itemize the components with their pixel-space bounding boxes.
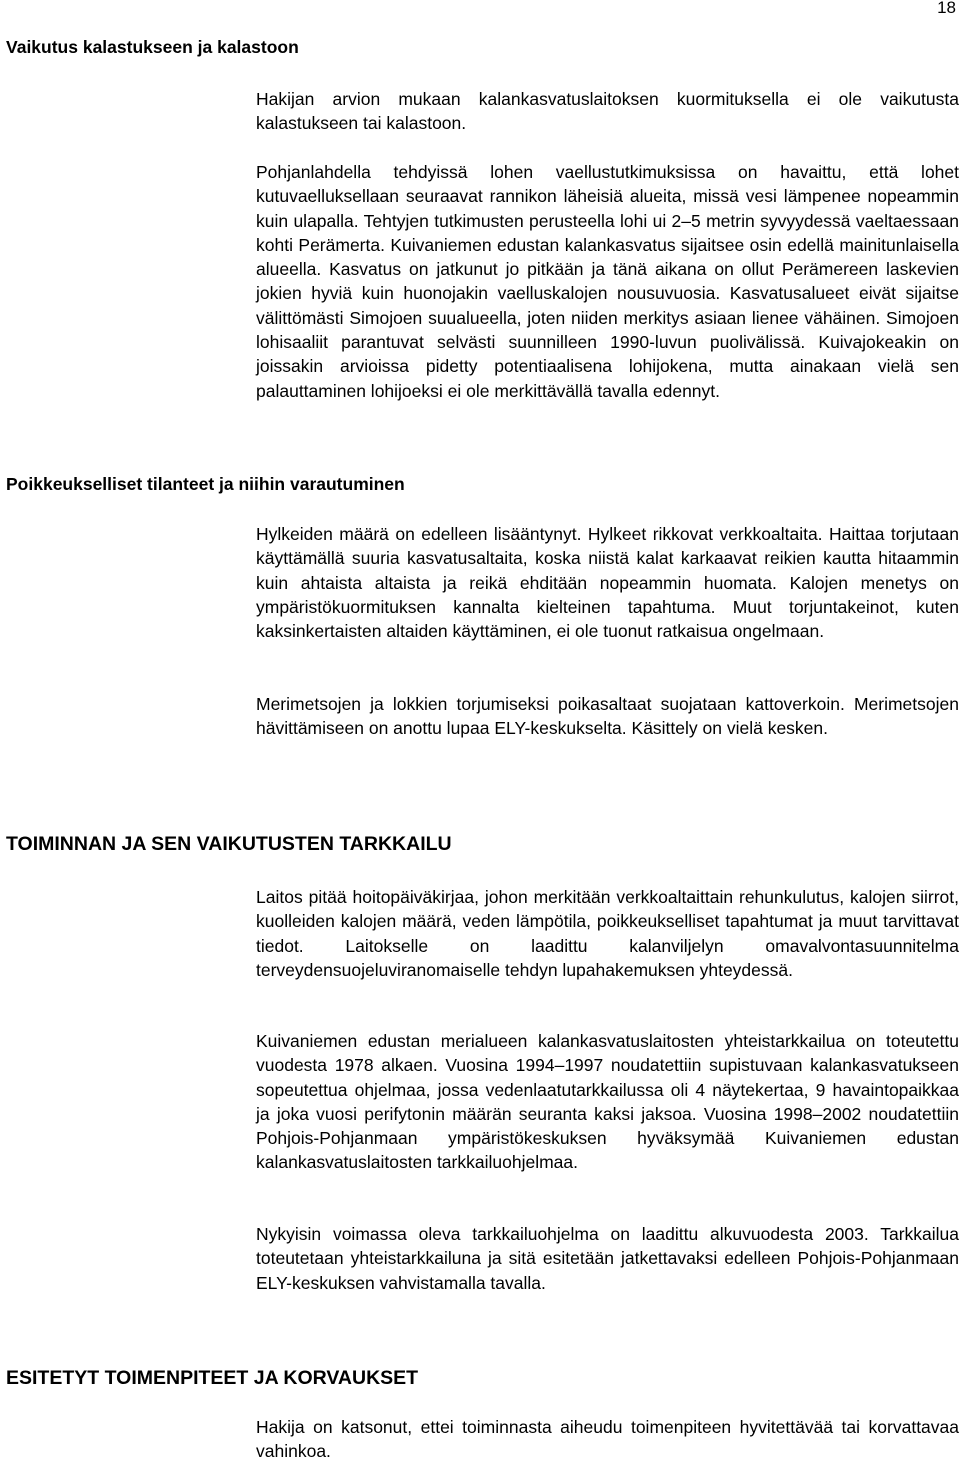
section-heading-measures: ESITETYT TOIMENPITEET JA KORVAUKSET [6, 1367, 419, 1389]
paragraph: Kuivaniemen edustan merialueen kalankasvatuslaitosten yhteistarkkailua on toteutettu vuodesta 1978 alkaen. Vuosina 1994–1997 noudatettiin supistuvaan kalankasvatukseen sopeutettua ohjelmaa, jossa vedenlaatutarkkailussa oli 4 näytekertaa, 9 havaintopaikkaa ja joka vuosi perifytonin määrän seuranta kaksi jaksoa. Vuosina 1998–2002 noudatettiin Pohjois-Pohjanmaan ympäristökeskuksen hyväksymää Kuivaniemen edustan kalankasvatuslaitosten tarkkailuohjelmaa. [256, 1031, 959, 1173]
paragraph: Pohjanlahdella tehdyissä lohen vaellustutkimuksissa on havaittu, että lohet kutuvaelluksellaan seuraavat rannikon läheisiä alueita, missä vesi lämpenee nopeammin kuin ulapalla. Tehtyjen tutkimusten perusteella lohi ui 2–5 metrin syvyydessä vaeltaessaan kohti Perämerta. Kuivaniemen edustan kalankasvatus sijaitsee osin edellä mainitunlaisella alueella. Kasvatus on jatkunut jo pitkään ja tänä aikana on ollut Perämereen laskevien jokien hyviä kuin huonojakin vaelluskalojen nousuvuosia. Kasvatusalueet eivät sijaitse välittömästi Simojoen suualueella, joten niiden merkitys asiaan lienee vähäinen. Simojoen lohisaaliit parantuvat selvästi suunnilleen 1990-luvun puolivälissä. Kuivajokeakin on joissakin arvioissa pidetty potentiaalisena lohijokena, mutta ainakaan vielä sen palauttaminen lohijoeksi ei ole merkittävällä tavalla edennyt. [256, 162, 959, 401]
section-heading-exceptional-situations: Poikkeukselliset tilanteet ja niihin varautuminen [6, 474, 405, 494]
paragraph: Hakija on katsonut, ettei toiminnasta aiheudu toimenpiteen hyvitettävää tai korvattavaa vahinkoa. [256, 1417, 959, 1462]
section-heading-fishing-impact: Vaikutus kalastukseen ja kalastoon [6, 37, 299, 57]
paragraph: Nykyisin voimassa oleva tarkkailuohjelma on laadittu alkuvuodesta 2003. Tarkkailua toteutetaan yhteistarkkailuna ja sitä esitetään jatkettavaksi edelleen Pohjois-Pohjanmaan ELY-keskuksen vahvistamalla tavalla. [256, 1224, 959, 1293]
page-number: 18 [937, 0, 956, 17]
paragraph: Hylkeiden määrä on edelleen lisääntynyt. Hylkeet rikkovat verkkoaltaita. Haittaa torjutaan käyttämällä suuria kasvatusaltaita, koska niistä kalat karkaavat reikien kautta hitaammin kuin ahtaista altaista ja reikä ehditään nopeammin huomata. Kalojen menetys on ympäristökuormituksen kannalta kielteinen tapahtuma. Muut torjuntakeinot, kuten kaksinkertaisten altaiden käyttäminen, ei ole tuonut ratkaisua ongelmaan. [256, 524, 959, 642]
paragraph: Merimetsojen ja lokkien torjumiseksi poikasaltaat suojataan kattoverkoin. Merimetsojen hävittämiseen on anottu lupaa ELY-keskukselta. Käsittely on vielä kesken. [256, 694, 959, 739]
paragraph: Hakijan arvion mukaan kalankasvatuslaitoksen kuormituksella ei ole vaikutusta kalastukseen tai kalastoon. [256, 89, 959, 134]
paragraph: Laitos pitää hoitopäiväkirjaa, johon merkitään verkkoaltaittain rehunkulutus, kalojen siirrot, kuolleiden kalojen määrä, veden lämpötila, poikkeukselliset tapahtumat ja muut tarvittavat tiedot. Laitokselle on laadittu kalanviljelyn omavalvontasuunnitelma terveydensuojeluviranomaiselle tehdyn lupahakemuksen yhteydessä. [256, 887, 959, 980]
section-heading-monitoring: TOIMINNAN JA SEN VAIKUTUSTEN TARKKAILU [6, 833, 452, 855]
